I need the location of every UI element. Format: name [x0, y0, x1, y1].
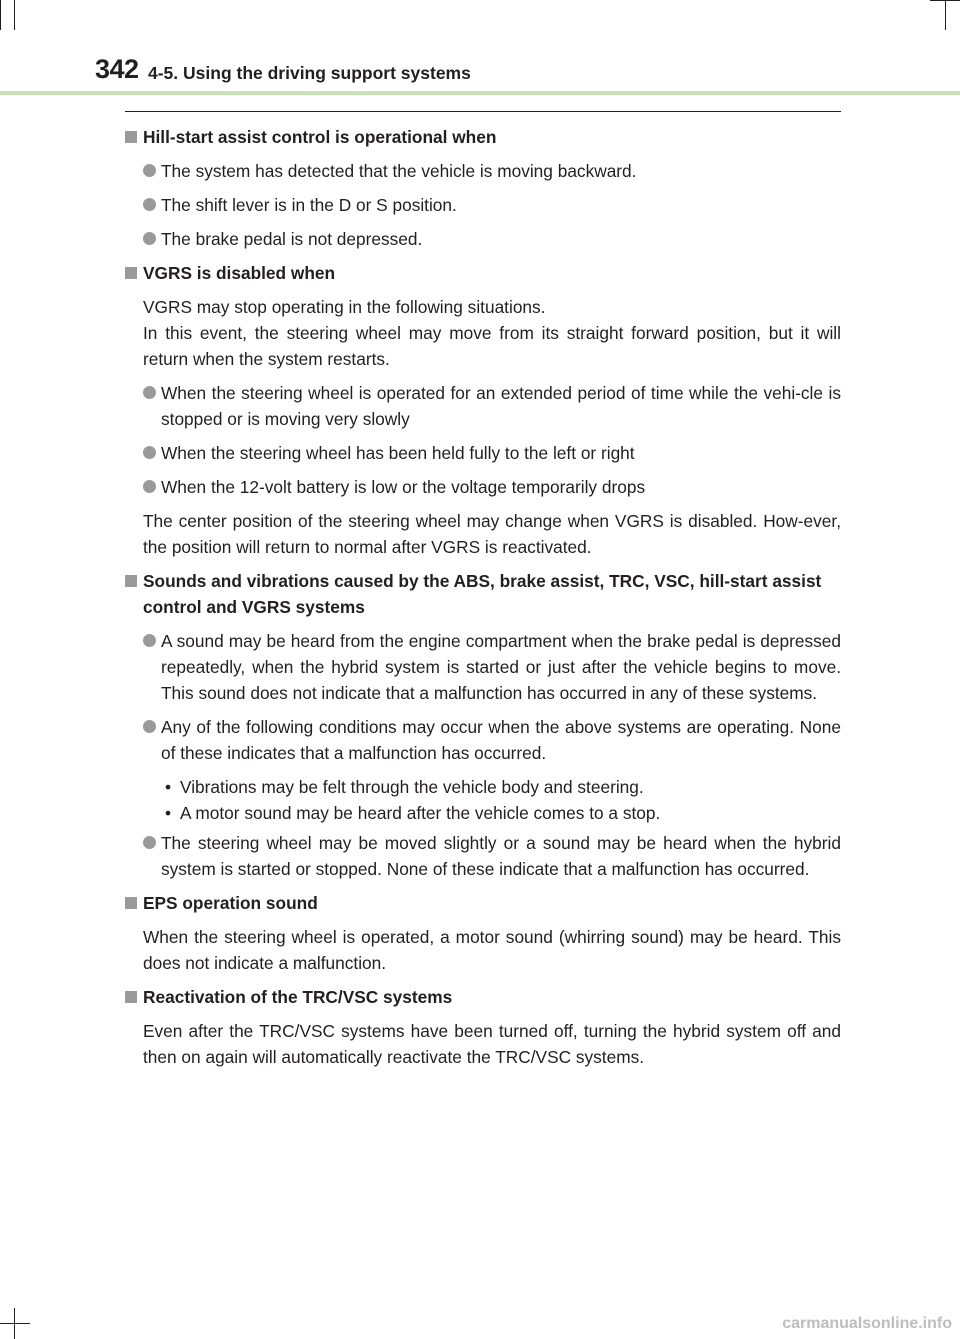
header-rule: [125, 111, 841, 112]
circle-bullet-icon: [143, 232, 156, 245]
paragraph-line: VGRS may stop operating in the following situations.: [143, 297, 546, 317]
list-item-text: When the 12-volt battery is low or the voltage temporarily drops: [161, 477, 646, 497]
section-reactivation: [125, 984, 841, 1070]
section-heading: [125, 260, 841, 286]
section-heading: [125, 124, 841, 150]
section-eps: [125, 890, 841, 976]
square-bullet-icon: [125, 991, 137, 1003]
crop-mark: [14, 0, 15, 30]
section-heading-text: Hill-start assist control is operational when: [143, 127, 497, 147]
page-number: 342: [95, 54, 139, 84]
section-hill-start: [125, 124, 841, 252]
crop-mark: [945, 0, 946, 30]
sub-list-item: [125, 774, 841, 800]
circle-bullet-icon: [143, 198, 156, 211]
section-heading-text: VGRS is disabled when: [143, 263, 336, 283]
crop-mark: [0, 1323, 30, 1324]
section-heading-text: EPS operation sound: [143, 893, 318, 913]
list-item: [125, 226, 841, 252]
list-item-text: The steering wheel may be moved slightly or a sound may be heard when the hybrid system is started or stopped. None of these indicate that a malfunction has occurred.: [161, 833, 841, 879]
list-item-text: When the steering wheel is operated for an extended period of time while the vehi-cle is stopped or is moving very slowly: [161, 383, 841, 429]
list-item: [125, 830, 841, 882]
square-bullet-icon: [125, 575, 137, 587]
section-heading: [125, 984, 841, 1010]
list-item-text: Any of the following conditions may occur when the above systems are operating. None of these indicates that a malfunction has occurred.: [161, 717, 841, 763]
list-item-text: A sound may be heard from the engine compartment when the brake pedal is depressed repeatedly, when the hybrid system is started or just after the vehicle begins to move. This sound does not indicate that a malfunction has occurred in any of these systems.: [161, 631, 841, 703]
section-heading-text: Reactivation of the TRC/VSC systems: [143, 987, 453, 1007]
circle-bullet-icon: [143, 480, 156, 493]
paragraph: Even after the TRC/VSC systems have been turned off, turning the hybrid system off and then on again will automatically reactivate the TRC/VSC systems.: [143, 1021, 841, 1067]
circle-bullet-icon: [143, 836, 156, 849]
sub-list-item-text: Vibrations may be felt through the vehicle body and steering.: [180, 777, 644, 797]
watermark: carmanualsonline.info: [782, 1315, 952, 1332]
paragraph: The center position of the steering wheel may change when VGRS is disabled. How-ever, the position will return to normal after VGRS is reactivated.: [143, 511, 841, 557]
section-sounds: [125, 568, 841, 882]
list-item: [125, 628, 841, 706]
sub-list-item-text: A motor sound may be heard after the vehicle comes to a stop.: [180, 803, 661, 823]
square-bullet-icon: [125, 267, 137, 279]
sub-bullet-icon: •: [165, 777, 172, 797]
circle-bullet-icon: [143, 634, 156, 647]
circle-bullet-icon: [143, 720, 156, 733]
circle-bullet-icon: [143, 446, 156, 459]
square-bullet-icon: [125, 897, 137, 909]
list-item-text: The shift lever is in the D or S position.: [161, 195, 457, 215]
list-item: [125, 158, 841, 184]
header-bar: [0, 91, 960, 95]
section-heading: [125, 890, 841, 916]
paragraph-line: In this event, the steering wheel may move from its straight forward position, but it will return when the system restarts.: [143, 323, 841, 369]
crop-mark: [0, 0, 1, 30]
section-heading: [125, 568, 841, 620]
list-item: [125, 380, 841, 432]
square-bullet-icon: [125, 131, 137, 143]
list-item-text: The brake pedal is not depressed.: [161, 229, 423, 249]
list-item: [125, 440, 841, 466]
sub-list-item: [125, 800, 841, 826]
section-vgrs: [125, 260, 841, 560]
list-item-text: The system has detected that the vehicle is moving backward.: [161, 161, 637, 181]
page-content: [125, 124, 841, 1070]
list-item-text: When the steering wheel has been held fully to the left or right: [161, 443, 635, 463]
list-item: [125, 714, 841, 766]
circle-bullet-icon: [143, 164, 156, 177]
paragraph: When the steering wheel is operated, a motor sound (whirring sound) may be heard. This does not indicate a malfunction.: [143, 927, 841, 973]
circle-bullet-icon: [143, 386, 156, 399]
list-item: [125, 192, 841, 218]
section-heading-text: Sounds and vibrations caused by the ABS, brake assist, TRC, VSC, hill-start assist control and VGRS systems: [143, 571, 822, 617]
sub-bullet-icon: •: [165, 803, 172, 823]
section-title: 4-5. Using the driving support systems: [148, 63, 471, 83]
list-item: [125, 474, 841, 500]
paragraph: [125, 294, 841, 372]
